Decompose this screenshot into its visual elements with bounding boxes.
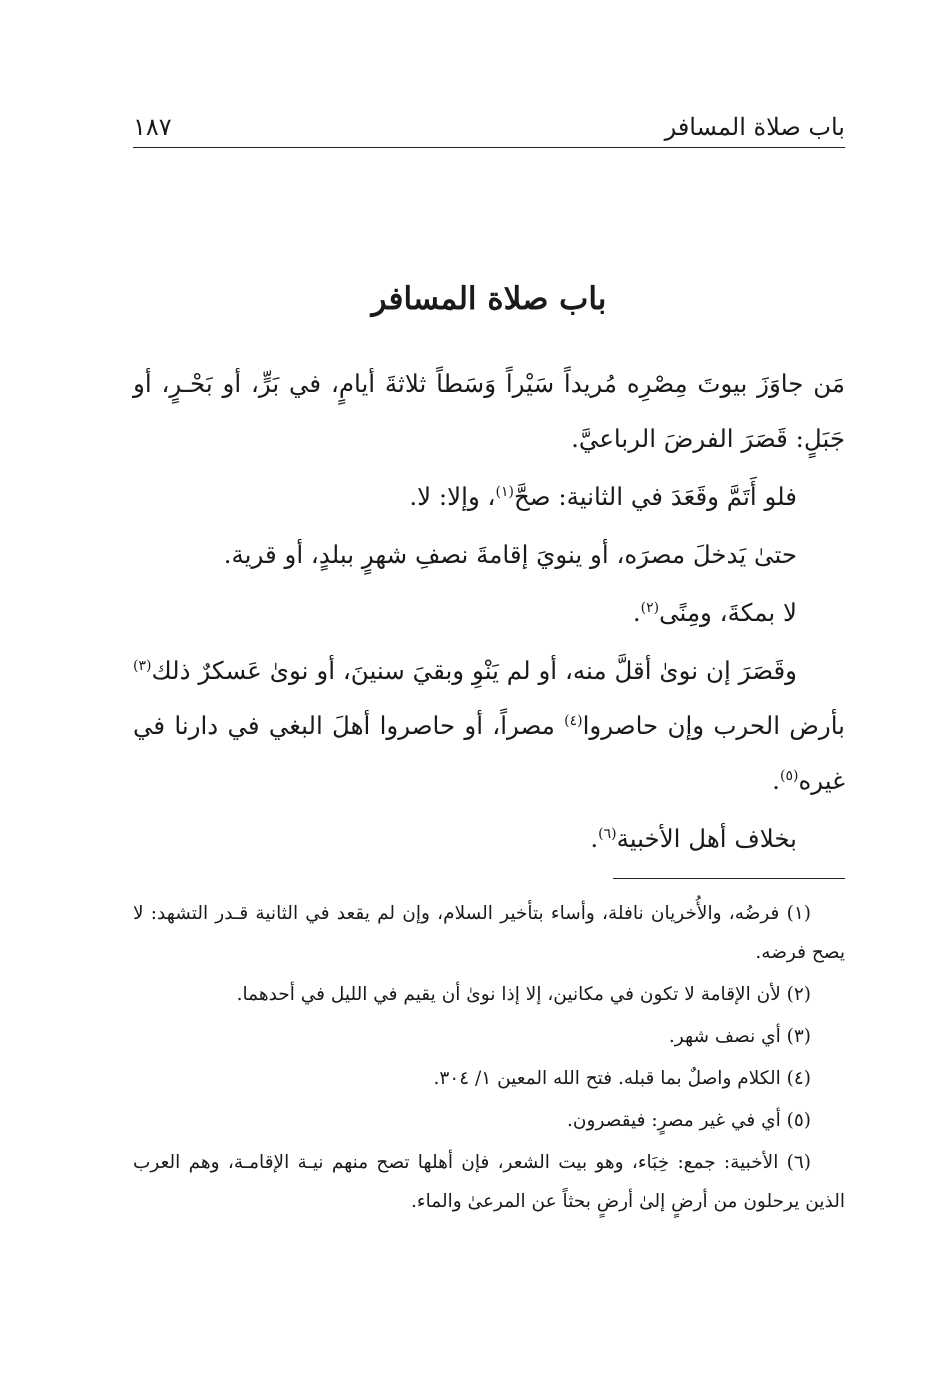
- footnote-5: (٥) أي في غير مصرٍ: فيقصرون.: [567, 1110, 811, 1131]
- paragraph-text: .: [590, 824, 599, 853]
- page-number: ١٨٧: [133, 113, 172, 141]
- header-rule: [133, 147, 845, 148]
- paragraph-6: [133, 811, 845, 866]
- footnote-4: (٤) الكلام واصلٌ بما قبله. فتح الله المعين ١/ ٣٠٤.: [433, 1068, 811, 1089]
- paragraph-text: .: [772, 766, 780, 795]
- paragraph-text: مَن جاوَزَ بيوتَ مِصْرِه مُريداً سَيْراً وَسَطاً ثلاثةَ أيامٍ، في بَرٍّ، أو بَحْـرٍ، أو جَبَلٍ: قَصَرَ الفرضَ الرباعيَّ.: [133, 369, 845, 453]
- paragraph-text: مصراً، أو حاصروا أهلَ البغي في دارنا في غيره: [133, 711, 845, 795]
- paragraph-text: ، وإلا: لا.: [409, 482, 496, 511]
- footnote-ref[interactable]: (١): [495, 483, 514, 500]
- footnote-rule: [613, 878, 845, 879]
- running-title: باب صلاة المسافر: [664, 113, 845, 141]
- paragraph-4: [133, 585, 845, 640]
- paragraph-5: [133, 643, 845, 808]
- footnote-2: (٢) لأن الإقامة لا تكون في مكانين، إلا إذا نوىٰ أن يقيم في الليل في أحدهما.: [236, 984, 811, 1005]
- footnotes: [133, 894, 845, 1224]
- paragraph-text: بخلاف أهل الأخبية: [616, 824, 797, 853]
- paragraph-text: حتىٰ يَدخلَ مصرَه، أو ينويَ إقامةَ نصفِ شهرٍ ببلدٍ، أو قرية.: [223, 540, 797, 569]
- main-text: [133, 356, 845, 869]
- footnote-ref[interactable]: (٤): [564, 712, 583, 729]
- footnote-3: (٣) أي نصف شهر.: [668, 1026, 811, 1047]
- footnote-1: (١) فرضُه، والأُخريان نافلة، وأساء بتأخير السلام، وإن لم يقعد في الثانية قـدر التشهد: لا يصح فرضه.: [133, 903, 845, 963]
- paragraph-3: [133, 527, 845, 582]
- paragraph-text: وقَصَرَ إن نوىٰ أقلَّ منه، أو لم يَنْوِ وبقيَ سنينَ، أو نوىٰ عَسكرٌ ذلك: [151, 656, 797, 685]
- footnote-ref[interactable]: (٢): [640, 599, 660, 616]
- chapter-title: باب صلاة المسافر: [371, 281, 607, 317]
- footnote-6: (٦) الأخبية: جمع: خِبَاء، وهو بيت الشعر، فإن أهلها تصح منهم نيـة الإقامـة، وهم العرب الذين يرحلون من أرضٍ إلىٰ أرضٍ بحثاً عن المرعىٰ والماء.: [133, 1152, 845, 1212]
- footnote-ref[interactable]: (٦): [598, 825, 617, 842]
- footnote-ref[interactable]: (٥): [779, 767, 799, 784]
- footnote-ref[interactable]: (٣): [133, 657, 152, 674]
- paragraph-text: بأرض الحرب وإن حاصروا: [582, 711, 845, 740]
- paragraph-text: فلو أَتَمَّ وقَعَدَ في الثانية: صحَّ: [513, 482, 797, 511]
- running-header: [133, 104, 845, 144]
- paragraph-text: .: [632, 598, 641, 627]
- paragraph-1: [133, 356, 845, 466]
- paragraph-2: [133, 469, 845, 524]
- paragraph-text: لا بمكةَ، ومِنًى: [659, 598, 797, 627]
